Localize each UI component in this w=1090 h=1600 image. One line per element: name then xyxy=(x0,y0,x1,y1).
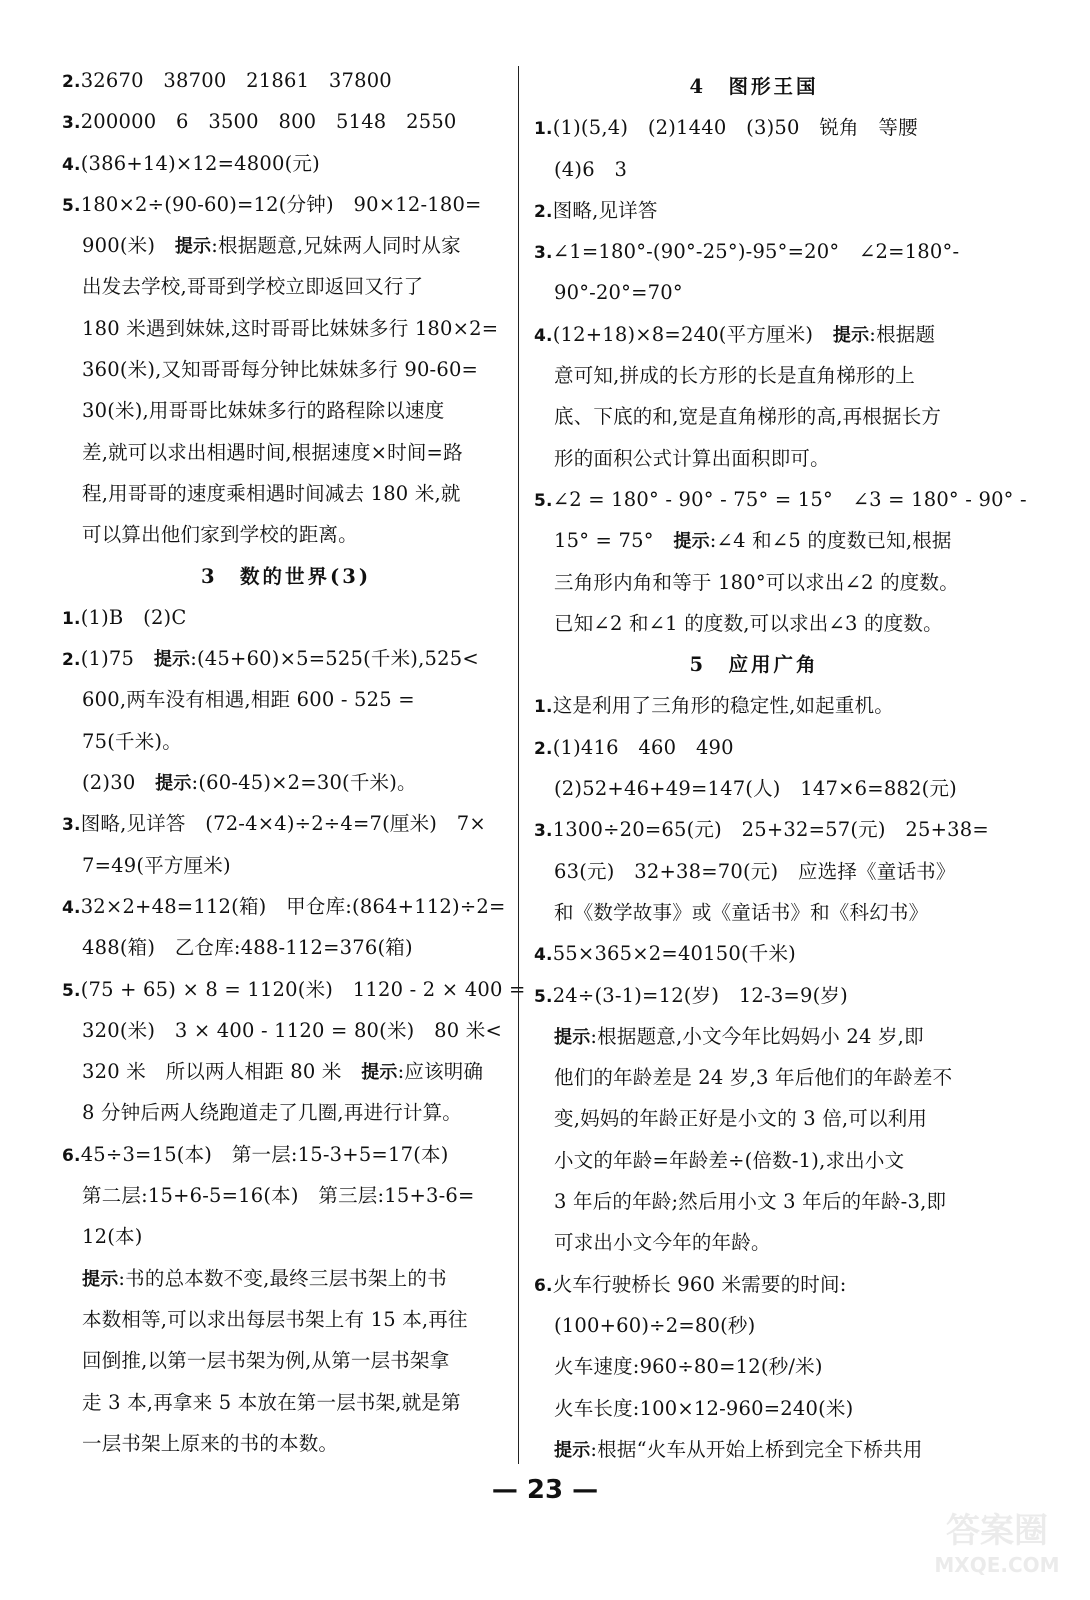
question-number: 3. xyxy=(534,821,553,842)
answer-line xyxy=(62,349,510,390)
section-heading: 5 应用广角 xyxy=(689,653,819,677)
answer-text: 320 米 所以两人相距 80 米 xyxy=(82,1060,362,1084)
answer-text: 和《数学故事》或《童话书》和《科幻书》 xyxy=(554,900,929,924)
answer-line xyxy=(534,562,974,603)
hint-label: 提示 xyxy=(361,1062,398,1084)
answer-line xyxy=(534,107,974,148)
answer-line xyxy=(62,101,510,142)
hint-text: :∠4 和∠5 的度数已知,根据 xyxy=(709,529,952,553)
answer-line xyxy=(534,479,1027,520)
answer-text: (1)75 xyxy=(80,647,154,671)
answer-text: 32×2+48=112(箱) 甲仓库:(864+112)÷2= xyxy=(80,894,506,918)
answer-line xyxy=(62,969,526,1010)
answer-line xyxy=(62,1382,510,1423)
answer-text: 360(米),又知哥哥每分钟比妹妹多行 90-60= xyxy=(82,358,479,382)
answer-text: 320(米) 3 × 400 - 1120 = 80(米) 80 米< xyxy=(82,1018,503,1042)
question-number: 3. xyxy=(62,815,81,836)
answer-line xyxy=(534,1057,974,1098)
hint-text: :根据题意,小文今年比妈妈小 24 岁,即 xyxy=(590,1024,924,1048)
answer-text: 8 分钟后两人绕跑道走了几圈,再进行计算。 xyxy=(82,1101,463,1125)
answer-line xyxy=(534,355,974,396)
answer-text: 30(米),用哥哥比妹妹多行的路程除以速度 xyxy=(82,399,445,423)
answer-text: 意可知,拼成的长方形的长是直角梯形的上 xyxy=(554,364,915,388)
answer-line xyxy=(534,1388,974,1429)
answer-line xyxy=(62,679,510,720)
section-heading: 3 数的世界(3) xyxy=(200,564,372,588)
answer-text: 180×2÷(90-60)=12(分钟) 90×12-180= xyxy=(80,192,482,216)
question-number: 1. xyxy=(534,119,553,140)
answer-text: 24÷(3-1)=12(岁) 12-3=9(岁) xyxy=(552,983,848,1007)
question-number: 6. xyxy=(62,1145,81,1166)
answer-text: 走 3 本,再拿来 5 本放在第一层书架,就是第 xyxy=(82,1390,461,1414)
answer-text: 底、下底的和,宽是直角梯形的高,再根据长方 xyxy=(554,405,942,429)
answer-line xyxy=(62,225,510,266)
answer-line xyxy=(534,1222,974,1263)
answer-line xyxy=(534,272,974,313)
answer-line xyxy=(62,308,510,349)
answer-line xyxy=(62,597,510,638)
answer-text: (75 + 65) × 8 = 1120(米) 1120 - 2 × 400 = xyxy=(80,977,526,1001)
answer-text: (1)416 460 490 xyxy=(552,735,734,759)
hint-label: 提示 xyxy=(153,649,191,671)
answer-line xyxy=(62,432,510,473)
answer-line xyxy=(62,1051,510,1092)
answer-line xyxy=(534,603,974,644)
answer-line xyxy=(62,803,510,844)
hint-text: :(60-45)×2=30(千米)。 xyxy=(191,771,417,795)
answer-text: 600,两车没有相遇,相距 600 - 525 = xyxy=(82,688,415,712)
question-number: 4. xyxy=(534,945,553,966)
answer-text: ∠1=180°-(90°-25°)-95°=20° ∠2=180°- xyxy=(552,240,960,264)
hint-label: 提示 xyxy=(673,531,710,553)
answer-line xyxy=(62,1134,510,1175)
watermark-logo xyxy=(922,1500,1072,1580)
answer-line xyxy=(534,1181,974,1222)
answer-text: (100+60)÷2=80(秒) xyxy=(554,1313,756,1337)
question-number: 2. xyxy=(62,650,81,671)
question-number: 1. xyxy=(62,608,81,629)
answer-text: 488(箱) 乙仓库:488-112=376(箱) xyxy=(82,936,413,960)
answer-text: 900(米) xyxy=(82,234,175,258)
answer-text: 程,用哥哥的速度乘相遇时间减去 180 米,就 xyxy=(82,481,461,505)
answer-line xyxy=(534,314,974,355)
answer-line xyxy=(534,1098,974,1139)
answer-text: (2)52+46+49=147(人) 147×6=882(元) xyxy=(554,777,957,801)
answer-line xyxy=(62,184,510,225)
answer-line xyxy=(534,190,974,231)
answer-text: 90°-20°=70° xyxy=(554,281,683,305)
answer-line xyxy=(534,1305,974,1346)
question-number: 1. xyxy=(534,697,553,718)
answer-line xyxy=(62,1258,510,1299)
answer-text: 7=49(平方厘米) xyxy=(82,853,231,877)
hint-text: :书的总本数不变,最终三层书架上的书 xyxy=(118,1266,447,1290)
answer-text: (1)B (2)C xyxy=(80,605,187,629)
answer-text: 三角形内角和等于 180°可以求出∠2 的度数。 xyxy=(554,570,959,594)
answer-text: 出发去学校,哥哥到学校立即返回又行了 xyxy=(82,275,424,299)
answer-line xyxy=(534,520,974,561)
answer-text: 12(本) xyxy=(82,1225,143,1249)
answer-line xyxy=(62,1216,510,1257)
answer-text: 差,就可以求出相遇时间,根据速度×时间=路 xyxy=(82,440,463,464)
answer-line xyxy=(534,231,974,272)
question-number: 2. xyxy=(534,201,553,222)
question-number: 3. xyxy=(534,243,553,264)
question-number: 4. xyxy=(62,154,81,175)
answer-line xyxy=(534,149,974,190)
answer-text: 本数相等,可以求出每层书架上有 15 本,再往 xyxy=(82,1307,468,1331)
left-column xyxy=(62,60,526,1464)
column-divider xyxy=(518,66,519,1464)
hint-label: 提示 xyxy=(832,324,870,346)
answer-text: 180 米遇到妹妹,这时哥哥比妹妹多行 180×2= xyxy=(82,316,499,340)
hint-text: :根据题意,兄妹两人同时从家 xyxy=(211,234,461,258)
answer-line xyxy=(62,1299,510,1340)
hint-label: 提示 xyxy=(554,1439,591,1461)
answer-text: 75(千米)。 xyxy=(82,729,182,753)
answer-line xyxy=(62,845,510,886)
answer-line xyxy=(534,851,974,892)
answer-text: 变,妈妈的年龄正好是小文的 3 倍,可以利用 xyxy=(554,1107,928,1131)
answer-line xyxy=(62,266,510,307)
answer-line xyxy=(534,727,974,768)
hint-label: 提示 xyxy=(554,1026,591,1048)
answer-text: 已知∠2 和∠1 的度数,可以求出∠3 的度数。 xyxy=(554,611,943,635)
answer-line xyxy=(62,473,510,514)
answer-line xyxy=(534,396,974,437)
answer-text: 他们的年龄差是 24 岁,3 年后他们的年龄差不 xyxy=(554,1066,953,1090)
answer-line xyxy=(534,768,974,809)
question-number: 5. xyxy=(62,195,81,216)
right-column xyxy=(534,66,1027,1470)
question-number: 4. xyxy=(534,325,553,346)
answer-line xyxy=(62,514,510,555)
question-number: 2. xyxy=(62,72,81,92)
question-number: 5. xyxy=(534,490,553,511)
question-number: 2. xyxy=(534,738,553,759)
answer-line xyxy=(534,1264,974,1305)
answer-text: 火车速度:960÷80=12(秒/米) xyxy=(554,1355,823,1379)
answer-text: 图略,见详答 xyxy=(552,198,658,222)
question-number: 5. xyxy=(534,986,553,1007)
answer-text: 200000 6 3500 800 5148 2550 xyxy=(80,110,457,134)
hint-text: :应该明确 xyxy=(397,1060,484,1084)
answer-text: 55×365×2=40150(千米) xyxy=(552,942,796,966)
answer-line xyxy=(62,1175,510,1216)
answer-line xyxy=(62,638,510,679)
answer-text: (12+18)×8=240(平方厘米) xyxy=(552,322,833,346)
answer-line xyxy=(62,886,510,927)
hint-text: :根据“火车从开始上桥到完全下桥共用 xyxy=(590,1437,923,1461)
answer-line xyxy=(534,892,974,933)
answer-text: 一层书架上原来的书的本数。 xyxy=(82,1431,339,1455)
hint-label: 提示 xyxy=(155,773,192,795)
question-number: 4. xyxy=(62,897,81,918)
answer-text: 可求出小文今年的年龄。 xyxy=(554,1231,771,1255)
question-number: 6. xyxy=(534,1275,553,1296)
answer-line xyxy=(534,1346,974,1387)
watermark-title: 答案圈 xyxy=(946,1511,1048,1551)
answer-text: 小文的年龄=年龄差÷(倍数-1),求出小文 xyxy=(554,1148,905,1172)
answer-line xyxy=(62,143,510,184)
answer-text: 可以算出他们家到学校的距离。 xyxy=(82,523,358,547)
answer-text: 形的面积公式计算出面积即可。 xyxy=(554,446,830,470)
answer-text: 32670 38700 21861 37800 xyxy=(80,69,392,92)
answer-text: 3 年后的年龄;然后用小文 3 年后的年龄-3,即 xyxy=(554,1190,947,1214)
answer-text: 63(元) 32+38=70(元) 应选择《童话书》 xyxy=(554,859,956,883)
answer-text: (386+14)×12=4800(元) xyxy=(80,151,320,175)
answer-line xyxy=(534,933,974,974)
question-number: 3. xyxy=(62,113,81,134)
answer-text: (2)30 xyxy=(82,771,156,795)
answer-text: 15° = 75° xyxy=(554,529,674,553)
answer-text: (1)(5,4) (2)1440 (3)50 锐角 等腰 xyxy=(552,116,918,140)
hint-label: 提示 xyxy=(174,236,212,258)
answer-text: 图略,见详答 (72-4×4)÷2÷4=7(厘米) 7× xyxy=(80,812,486,836)
answer-text: 这是利用了三角形的稳定性,如起重机。 xyxy=(552,694,894,718)
answer-line xyxy=(534,1429,974,1470)
answer-line xyxy=(62,721,510,762)
answer-text: 第二层:15+6-5=16(本) 第三层:15+3-6= xyxy=(82,1184,475,1208)
answer-line xyxy=(534,975,974,1016)
answer-line xyxy=(534,1140,974,1181)
answer-line xyxy=(62,60,510,101)
hint-text: :根据题 xyxy=(869,322,936,346)
answer-line xyxy=(534,438,974,479)
page-number: — 23 — xyxy=(491,1475,599,1505)
answer-text: ∠2 = 180° - 90° - 75° = 15° ∠3 = 180° - 90° - xyxy=(552,487,1027,511)
answer-line xyxy=(62,927,510,968)
answer-line xyxy=(534,1016,974,1057)
answer-text: (4)6 3 xyxy=(554,157,628,181)
answer-line xyxy=(62,1340,510,1381)
answer-text: 回倒推,以第一层书架为例,从第一层书架拿 xyxy=(82,1349,450,1373)
answer-line xyxy=(62,762,510,803)
question-number: 5. xyxy=(62,980,81,1001)
answer-line xyxy=(62,1423,510,1464)
hint-text: :(45+60)×5=525(千米),525< xyxy=(190,647,479,671)
hint-label: 提示 xyxy=(82,1268,119,1290)
answer-line xyxy=(62,1010,510,1051)
answer-line xyxy=(62,390,510,431)
section-heading: 4 图形王国 xyxy=(689,75,819,98)
answer-text: 火车行驶桥长 960 米需要的时间: xyxy=(552,1272,847,1296)
answer-line xyxy=(534,685,974,726)
answer-line xyxy=(534,809,989,850)
answer-text: 1300÷20=65(元) 25+32=57(元) 25+38= xyxy=(552,818,989,842)
answer-text: 火车长度:100×12-960=240(米) xyxy=(554,1396,854,1420)
watermark-url: MXQE.COM xyxy=(934,1553,1060,1577)
answer-text: 45÷3=15(本) 第一层:15-3+5=17(本) xyxy=(80,1142,449,1166)
answer-line xyxy=(62,1092,510,1133)
